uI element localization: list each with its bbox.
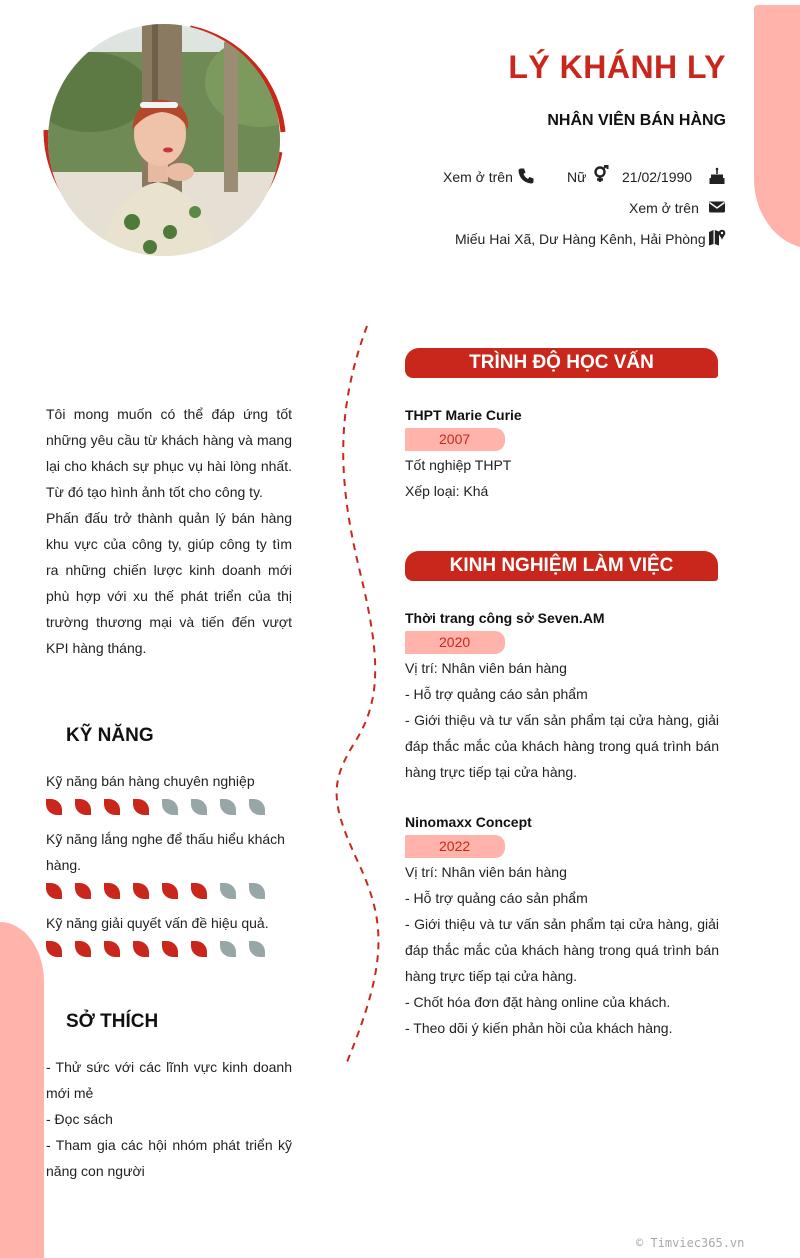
career-objective xyxy=(46,401,292,661)
rating-leaf-empty xyxy=(249,883,265,899)
experience-heading: KINH NGHIỆM LÀM VIỆC xyxy=(405,551,718,581)
job-duty: - Giới thiệu và tư vấn sản phẩm tại cửa hàng, giải đáp thắc mắc của khách hàng trong quá trình bán hàng trực tiếp tại cửa hàng. xyxy=(405,712,719,780)
hobby-item: - Tham gia các hội nhóm phát triển kỹ năng con người xyxy=(46,1137,292,1179)
school-name: THPT Marie Curie xyxy=(405,407,522,423)
rating-leaf-filled xyxy=(162,883,178,899)
job-duty: - Hỗ trợ quảng cáo sản phẩm xyxy=(405,890,588,906)
skill-name: Kỹ năng bán hàng chuyên nghiệp xyxy=(46,773,255,789)
rating-leaf-filled xyxy=(46,883,62,899)
job-duty: - Theo dõi ý kiến phản hồi của khách hàng. xyxy=(405,1020,673,1036)
skill-name: Kỹ năng lắng nghe để thấu hiểu khách hàng. xyxy=(46,831,285,873)
job-position: Vị trí: Nhân viên bán hàng xyxy=(405,660,567,676)
phone-value: Xem ở trên xyxy=(443,169,513,185)
profile-photo xyxy=(40,22,288,262)
job-duty: - Hỗ trợ quảng cáo sản phẩm xyxy=(405,686,588,702)
candidate-name: LÝ KHÁNH LY xyxy=(508,49,726,85)
rating-leaf-empty xyxy=(249,799,265,815)
company-name: Ninomaxx Concept xyxy=(405,814,532,830)
rating-leaf-filled xyxy=(133,883,149,899)
job-position: Vị trí: Nhân viên bán hàng xyxy=(405,864,567,880)
rating-leaf-filled xyxy=(104,799,120,815)
rating-leaf-filled xyxy=(104,941,120,957)
gender-icon xyxy=(591,165,609,183)
job-duty: - Giới thiệu và tư vấn sản phẩm tại cửa hàng, giải đáp thắc mắc của khách hàng trong quá trình bán hàng trực tiếp tại cửa hàng. xyxy=(405,916,719,984)
birthday-cake-icon xyxy=(708,167,726,185)
rating-leaf-empty xyxy=(191,799,207,815)
hobby-item: - Đọc sách xyxy=(46,1111,113,1127)
rating-leaf-filled xyxy=(191,883,207,899)
rating-leaf-filled xyxy=(133,799,149,815)
watermark: © Timviec365.vn xyxy=(636,1236,745,1250)
company-name: Thời trang công sở Seven.AM xyxy=(405,610,605,626)
skill-name: Kỹ năng giải quyết vấn đề hiệu quả. xyxy=(46,915,269,931)
education-detail: Tốt nghiệp THPT xyxy=(405,457,512,473)
education-year-badge: 2007 xyxy=(405,428,505,451)
decorative-corner-top-right xyxy=(754,5,800,249)
gender-value: Nữ xyxy=(567,169,587,185)
rating-leaf-filled xyxy=(75,941,91,957)
job-year-badge: 2022 xyxy=(405,835,505,858)
email-icon xyxy=(708,198,726,216)
hobbies-heading: SỞ THÍCH xyxy=(66,1011,159,1032)
dashed-divider-curve xyxy=(330,322,400,1066)
rating-leaf-empty xyxy=(220,941,236,957)
rating-leaf-empty xyxy=(220,883,236,899)
education-heading: TRÌNH ĐỘ HỌC VẤN xyxy=(405,348,718,378)
objective-paragraph: Phấn đấu trở thành quản lý bán hàng khu vực của công ty, giúp công ty tìm ra những chiến lược kinh doanh mới phù hợp với xu thế phát triển của thị trường thương mại và tiến đến vượt KPI hàng tháng. xyxy=(46,510,292,656)
skills-heading: KỸ NĂNG xyxy=(66,725,154,746)
objective-paragraph: Tôi mong muốn có thể đáp ứng tốt những yêu cầu từ khách hàng và mang lại cho khách sự phục vụ hài lòng nhất. Từ đó tạo hình ảnh tốt cho công ty. xyxy=(46,406,292,500)
birthday-value: 21/02/1990 xyxy=(622,169,693,185)
hobby-item: - Thử sức với các lĩnh vực kinh doanh mới mẻ xyxy=(46,1059,292,1101)
address-value: Miếu Hai Xã, Dư Hàng Kênh, Hải Phòng xyxy=(455,231,706,247)
decorative-corner-bottom-left xyxy=(0,922,44,1258)
phone-icon xyxy=(517,167,535,185)
rating-leaf-filled xyxy=(75,799,91,815)
rating-leaf-empty xyxy=(249,941,265,957)
rating-leaf-filled xyxy=(46,941,62,957)
education-detail: Xếp loại: Khá xyxy=(405,483,489,499)
rating-leaf-filled xyxy=(104,883,120,899)
rating-leaf-empty xyxy=(162,799,178,815)
rating-leaf-filled xyxy=(75,883,91,899)
job-title: NHÂN VIÊN BÁN HÀNG xyxy=(547,112,726,129)
job-duty: - Chốt hóa đơn đặt hàng online của khách. xyxy=(405,994,671,1010)
rating-leaf-filled xyxy=(191,941,207,957)
rating-leaf-empty xyxy=(220,799,236,815)
email-value: Xem ở trên xyxy=(629,200,699,216)
job-year-badge: 2020 xyxy=(405,631,505,654)
rating-leaf-filled xyxy=(133,941,149,957)
rating-leaf-filled xyxy=(162,941,178,957)
map-marker-icon xyxy=(708,228,726,246)
rating-leaf-filled xyxy=(46,799,62,815)
